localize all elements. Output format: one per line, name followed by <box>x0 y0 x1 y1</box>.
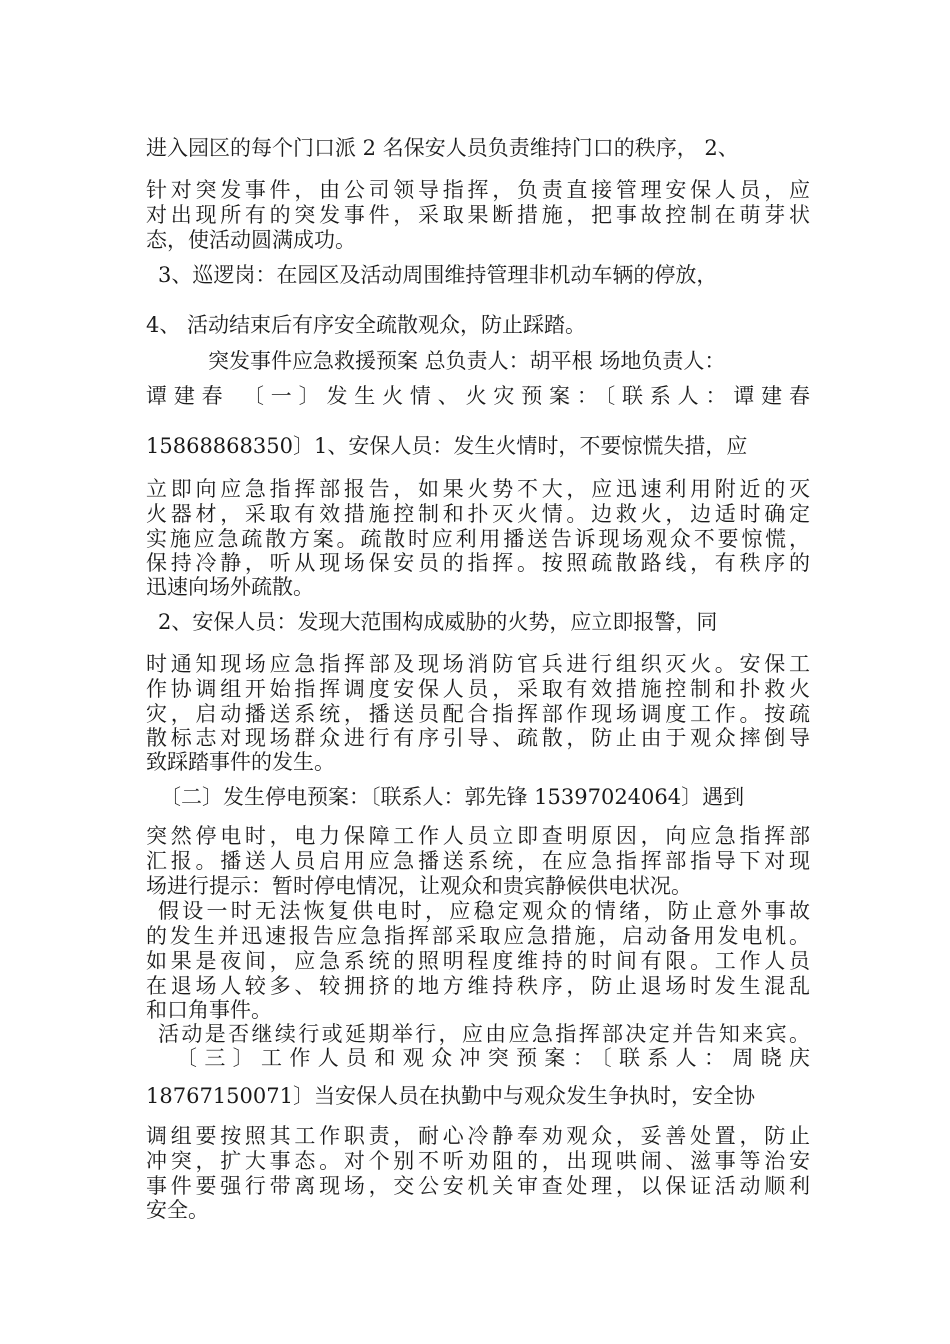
text-line: 调组要按照其工作职责，耐心冷静奉劝观众，妥善处置，防止 <box>146 1124 810 1148</box>
text-line: 冲突，扩大事态。对个别不听劝阻的，出现哄闹、滋事等治安 <box>146 1149 810 1173</box>
text-line: 〔二〕发生停电预案：〔联系人：郭先锋 15397024064〕遇到 <box>160 785 745 809</box>
text-line: 保持冷静，听从现场保安员的指挥。按照疏散路线，有秩序的 <box>146 551 810 575</box>
text-line: 假设一时无法恢复供电时，应稳定观众的情绪，防止意外事故 <box>158 899 810 923</box>
text-line: 突然停电时，电力保障工作人员立即查明原因，向应急指挥部 <box>146 824 810 848</box>
text-line: 18767150071〕当安保人员在执勤中与观众发生争执时，安全协 <box>146 1084 755 1108</box>
text-line: 场进行提示：暂时停电情况，让观众和贵宾静候供电状况。 <box>146 874 692 898</box>
text-line: 态，使活动圆满成功。 <box>146 228 356 252</box>
text-line: 事件要强行带离现场，交公安机关审查处理，以保证活动顺利 <box>146 1174 810 1198</box>
text-line: 15868868350〕1、安保人员：发生火情时，不要惊慌失措，应 <box>146 434 748 458</box>
text-line: 突发事件应急救援预案 总负责人：胡平根 场地负责人： <box>208 349 726 373</box>
text-line: 实施应急疏散方案。疏散时应利用播送告诉现场观众不要惊慌， <box>146 527 810 551</box>
text-line: 和口角事件。 <box>146 998 272 1022</box>
text-line: 迅速向场外疏散。 <box>146 575 314 599</box>
text-line: 谭建春 〔一〕发生火情、火灾预案：〔联系人：谭建春 <box>146 384 810 408</box>
text-line: 火器材，采取有效措施控制和扑灭火情。边救火，边适时确定 <box>146 502 810 526</box>
text-line: 2、安保人员：发现大范围构成威胁的火势，应立即报警，同 <box>158 610 718 634</box>
text-line: 对出现所有的突发事件，采取果断措施，把事故控制在萌芽状 <box>146 203 810 227</box>
text-line: 致踩踏事件的发生。 <box>146 750 335 774</box>
text-line: 活动是否继续行或延期举行，应由应急指挥部决定并告知来宾。 <box>158 1022 810 1046</box>
text-line: 散标志对现场群众进行有序引导、疏散，防止由于观众摔倒导 <box>146 726 810 750</box>
text-line: 安全。 <box>146 1198 209 1222</box>
text-line: 如果是夜间，应急系统的照明程度维持的时间有限。工作人员 <box>146 949 810 973</box>
text-line: 灾，启动播送系统，播送员配合指挥部作现场调度工作。按疏 <box>146 702 810 726</box>
text-line: 立即向应急指挥部报告，如果火势不大，应迅速利用附近的灭 <box>146 477 810 501</box>
text-line: 4、 活动结束后有序安全疏散观众，防止踩踏。 <box>146 313 587 337</box>
text-line: 时通知现场应急指挥部及现场消防官兵进行组织灭火。安保工 <box>146 652 810 676</box>
text-line: 3、巡逻岗：在园区及活动周围维持管理非机动车辆的停放， <box>158 263 718 287</box>
text-line: 汇报。播送人员启用应急播送系统，在应急指挥部指导下对现 <box>146 849 810 873</box>
text-line: 〔三〕工作人员和观众冲突预案：〔联系人：周晓庆 <box>176 1046 810 1070</box>
text-line: 在退场人较多、较拥挤的地方维持秩序，防止退场时发生混乱 <box>146 974 810 998</box>
text-line: 进入园区的每个门口派 2 名保安人员负责维持门口的秩序， 2、 <box>146 136 739 160</box>
text-line: 的发生并迅速报告应急指挥部采取应急措施，启动备用发电机。 <box>146 924 810 948</box>
text-line: 针对突发事件，由公司领导指挥，负责直接管理安保人员，应 <box>146 178 810 202</box>
text-line: 作协调组开始指挥调度安保人员，采取有效措施控制和扑救火 <box>146 677 810 701</box>
